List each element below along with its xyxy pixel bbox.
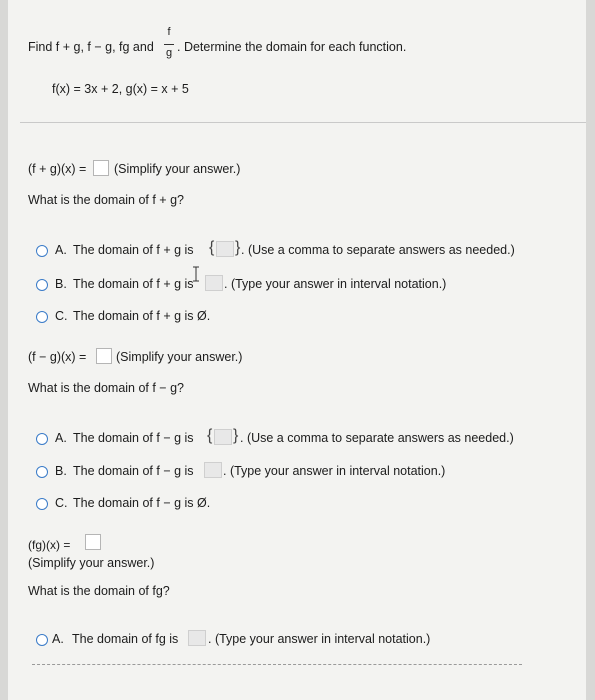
sum-domain-question: What is the domain of f + g?	[28, 193, 184, 207]
close-brace-icon: }	[233, 427, 239, 444]
prod-option-a-radio[interactable]	[36, 634, 48, 646]
sum-option-a-radio[interactable]	[36, 245, 48, 257]
diff-option-a-note: . (Use a comma to separate answers as needed.)	[240, 431, 514, 445]
diff-option-a-letter: A.	[55, 431, 67, 445]
fraction-denominator: g	[165, 47, 173, 59]
sum-option-b-text: The domain of f + g is	[73, 277, 194, 291]
sum-expression-label: (f + g)(x) =	[28, 162, 87, 176]
diff-option-c-radio[interactable]	[36, 498, 48, 510]
prod-hint: (Simplify your answer.)	[28, 556, 155, 570]
cut-off-option-row	[32, 664, 522, 668]
prompt-suffix: . Determine the domain for each function.	[177, 40, 407, 54]
prod-option-a-text: The domain of fg is	[72, 632, 179, 646]
diff-answer-input[interactable]	[96, 348, 112, 364]
diff-option-b-radio[interactable]	[36, 466, 48, 478]
prod-expression-label: (fg)(x) =	[28, 538, 71, 552]
sum-option-c-letter: C.	[55, 309, 68, 323]
prod-domain-question: What is the domain of fg?	[28, 584, 170, 598]
close-brace-icon: }	[235, 239, 241, 256]
function-definitions: f(x) = 3x + 2, g(x) = x + 5	[52, 82, 189, 96]
diff-domain-question: What is the domain of f − g?	[28, 381, 184, 395]
section-divider	[20, 122, 586, 123]
sum-option-b-letter: B.	[55, 277, 67, 291]
sum-answer-input[interactable]	[93, 160, 109, 176]
sum-option-b-input[interactable]	[205, 275, 223, 291]
sum-option-b-note: . (Type your answer in interval notation.)	[224, 277, 447, 291]
text-cursor-icon	[192, 266, 200, 282]
prompt-prefix: Find f + g, f − g, fg and	[28, 40, 154, 54]
diff-option-a-text: The domain of f − g is	[73, 431, 194, 445]
prod-answer-input[interactable]	[85, 534, 101, 550]
diff-hint: (Simplify your answer.)	[116, 350, 243, 364]
prod-option-a-input[interactable]	[188, 630, 206, 646]
diff-option-a-input[interactable]	[214, 429, 232, 445]
prod-option-a-letter: A.	[52, 632, 64, 646]
diff-option-b-text: The domain of f − g is	[73, 464, 194, 478]
open-brace-icon: {	[207, 427, 213, 444]
diff-option-c-letter: C.	[55, 496, 68, 510]
diff-option-c-text: The domain of f − g is Ø.	[73, 496, 211, 510]
sum-option-a-text: The domain of f + g is	[73, 243, 194, 257]
diff-option-b-letter: B.	[55, 464, 67, 478]
problem-sheet	[8, 0, 586, 700]
sum-option-a-input[interactable]	[216, 241, 234, 257]
sum-option-b-radio[interactable]	[36, 279, 48, 291]
prod-option-a-note: . (Type your answer in interval notation.)	[208, 632, 431, 646]
diff-option-b-note: . (Type your answer in interval notation.)	[223, 464, 446, 478]
diff-expression-label: (f − g)(x) =	[28, 350, 87, 364]
diff-option-a-radio[interactable]	[36, 433, 48, 445]
fraction-bar	[164, 44, 174, 45]
sum-option-c-radio[interactable]	[36, 311, 48, 323]
sum-option-a-letter: A.	[55, 243, 67, 257]
diff-option-b-input[interactable]	[204, 462, 222, 478]
sum-hint: (Simplify your answer.)	[114, 162, 241, 176]
sum-option-a-note: . (Use a comma to separate answers as needed.)	[241, 243, 515, 257]
open-brace-icon: {	[209, 239, 215, 256]
fraction-numerator: f	[167, 26, 171, 38]
sum-option-c-text: The domain of f + g is Ø.	[73, 309, 211, 323]
